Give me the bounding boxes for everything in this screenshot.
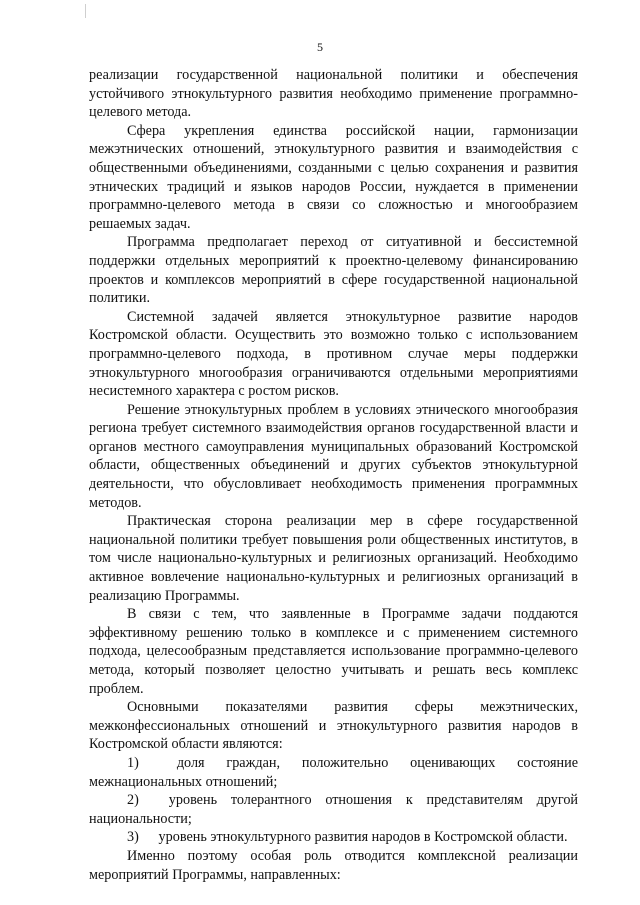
scan-artifact-line bbox=[85, 4, 86, 18]
list-item bbox=[89, 791, 578, 828]
paragraph: В связи с тем, что заявленные в Программе задачи поддаются эффективному решению только в комплексе и с применением системного подхода, целесообразным представляется использование программно-целевого метода, который позволяет целостно учитывать и решать весь комплекс проблем. bbox=[89, 606, 578, 697]
list-item bbox=[89, 828, 578, 847]
paragraph: Сфера укрепления единства российской нации, гармонизации межэтнических отношений, этнокультурного развития и взаимодействия с общественными объединениями, созданными с целью сохранения и развития этнических традиций и языков народов России, нуждается в применении программно-целевого метода в связи со сложностью и многообразием решаемых задач. bbox=[89, 122, 578, 232]
list-item-number: 3) bbox=[127, 829, 139, 846]
closing-paragraph: Именно поэтому особая роль отводится комплексной реализации мероприятий Программы, направленных: bbox=[89, 847, 578, 883]
paragraph: Программа предполагает переход от ситуативной и бессистемной поддержки отдельных мероприятий к проектно-целевому финансированию проектов и комплексов мероприятий в сфере государственной национальной политики. bbox=[89, 234, 578, 307]
paragraph: Системной задачей является этнокультурное развитие народов Костромской области. Осуществить это возможно только с использованием программно-целевого подхода, в противном случае меры поддержки этнокультурного многообразия ограничиваются отдельными мероприятиями несистемного характера с ростом рисков. bbox=[89, 308, 578, 400]
paragraph: Решение этнокультурных проблем в условиях этнического многообразия региона требует системного взаимодействия органов государственной власти и органов местного самоуправления муниципальных образований Костромской области, общественных объединений и других субъектов этнокультурной деятельности, что обусловливает необходимость применения программных методов. bbox=[89, 401, 578, 511]
list-item-text: доля граждан, положительно оценивающих состояние межнациональных отношений; bbox=[89, 754, 579, 790]
paragraph: реализации государственной национальной политики и обеспечения устойчивого этнокультурного развития необходимо применение программно-целевого метода. bbox=[89, 67, 578, 121]
document-body bbox=[89, 66, 578, 884]
list-item-number: 2) bbox=[127, 792, 139, 809]
list-item-number: 1) bbox=[127, 754, 139, 771]
paragraph: Основными показателями развития сферы межэтнических, межконфессиональных отношений и этнокультурного развития народов в Костромской области являются: bbox=[89, 699, 578, 753]
page-number: 5 bbox=[317, 40, 323, 54]
list-item-text: уровень этнокультурного развития народов в Костромской области. bbox=[158, 829, 568, 846]
list-item-text: уровень толерантного отношения к представителям другой национальности; bbox=[89, 792, 578, 827]
list-item bbox=[89, 754, 578, 791]
paragraph: Практическая сторона реализации мер в сфере государственной национальной политики требует повышения роли общественных институтов, в том числе национально-культурных и религиозных организаций. Необходимо активное вовлечение национально-культурных и религиозных организаций в реализацию Программы. bbox=[89, 513, 578, 604]
